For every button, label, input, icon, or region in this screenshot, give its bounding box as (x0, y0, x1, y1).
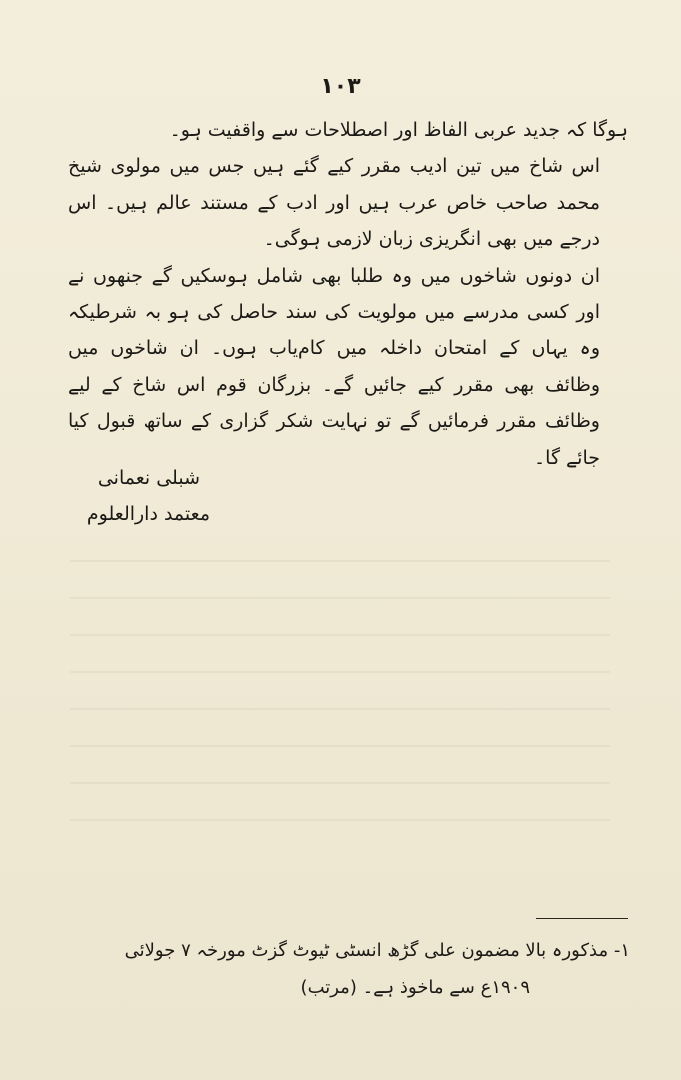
paragraph-1: ہوگا کہ جدید عربی الفاظ اور اصطلاحات سے واقفیت ہو۔ (169, 119, 628, 141)
page-number: ۱۰۳ (320, 74, 361, 99)
main-text (68, 112, 628, 476)
footnote-divider (536, 918, 628, 919)
footnote-line-2: ۱۹۰۹ع سے ماخوذ ہے۔ (مرتب) (300, 977, 530, 998)
signature-title: معتمد دارالعلوم (86, 503, 210, 525)
bleed-through-shadow (70, 540, 610, 840)
footnote (60, 932, 630, 1006)
signature-block (60, 460, 210, 532)
paragraph-2: اس شاخ میں تین ادیب مقرر کیے گئے ہیں جس میں مولوی شیخ محمد صاحب خاص عرب ہیں اور ادب کے مستند عالم ہیں۔ اس درجے میں بھی انگریزی زبان لازمی ہوگی۔ (68, 155, 600, 251)
signature-name: شبلی نعمانی (97, 467, 200, 489)
footnote-line-1: ۱- مذکورہ بالا مضمون علی گڑھ انسٹی ٹیوٹ گزٹ مورخہ ۷ جولائی (124, 940, 630, 961)
paragraph-3: ان دونوں شاخوں میں وہ طلبا بھی شامل ہوسکیں گے جنھوں نے اور کسی مدرسے میں مولویت کی سند حاصل کی ہو بہ شرطیکہ وہ یہاں کے امتحان داخلہ میں کام‌یاب ہوں۔ ان شاخوں میں وظائف بھی مقرر کیے جائیں گے۔ بزرگان قوم اس شاخ کے لیے وظائف مقرر فرمائیں گے تو نہایت شکر گزاری کے ساتھ قبول کیا جائے گا۔ (68, 264, 600, 469)
